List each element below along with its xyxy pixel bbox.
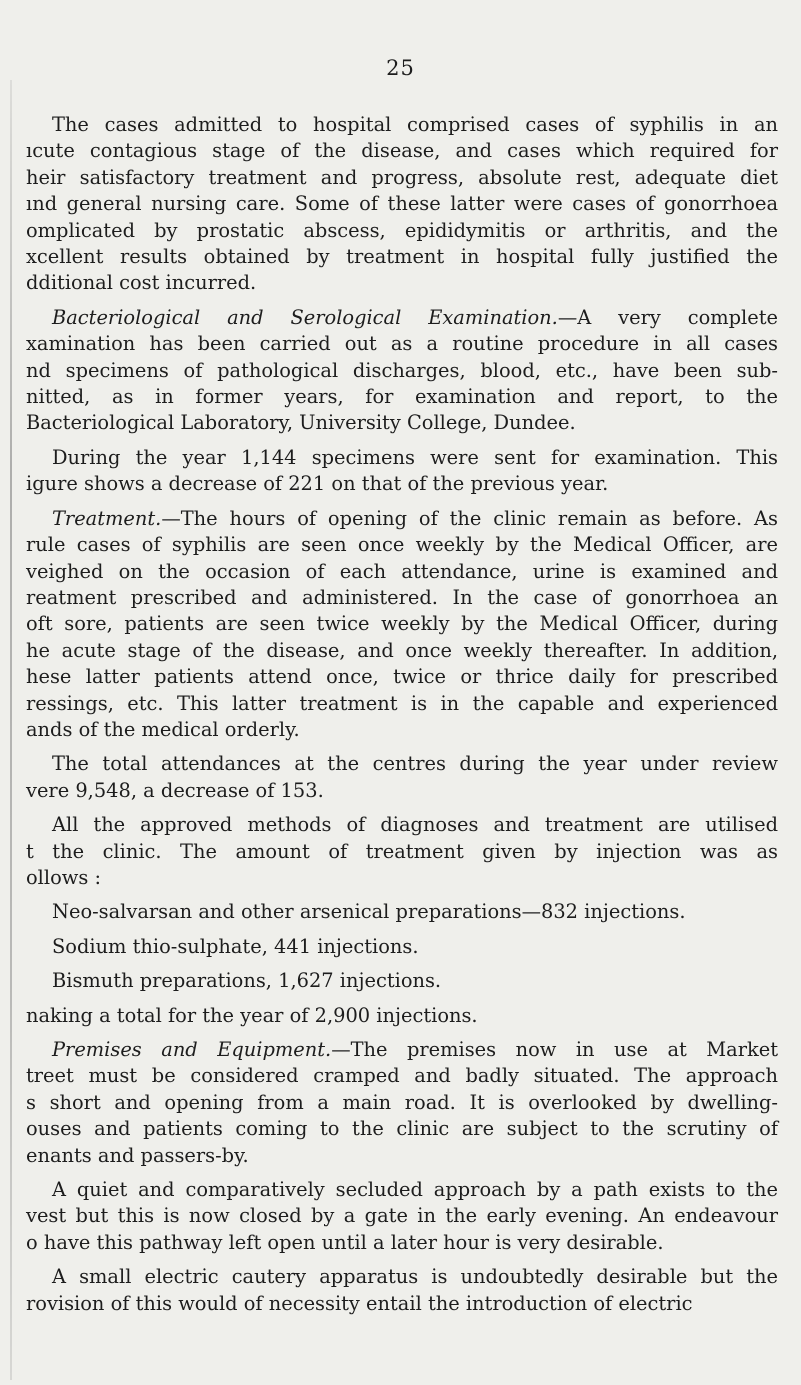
line-text: A quiet and comparatively secluded approach by a path exists to the bbox=[52, 1178, 778, 1202]
text-line bbox=[26, 559, 778, 585]
text-line bbox=[26, 445, 778, 471]
paragraph bbox=[26, 506, 778, 744]
line-text: Neo-salvarsan and other arsenical preparations—832 injections. bbox=[52, 900, 686, 924]
paragraph bbox=[26, 112, 778, 297]
line-text: ınd general nursing care. Some of these latter were cases of gonorrhoea bbox=[26, 192, 778, 216]
text-line bbox=[26, 1230, 778, 1256]
line-text: vere 9,548, a decrease of 153. bbox=[26, 778, 324, 802]
paragraph bbox=[26, 1264, 778, 1317]
section-heading: Treatment. bbox=[52, 506, 162, 530]
line-text: ands of the medical orderly. bbox=[26, 717, 300, 741]
line-text: nitted, as in former years, for examination and report, to the bbox=[26, 385, 778, 409]
text-line bbox=[26, 812, 778, 838]
line-text: oft sore, patients are seen twice weekly by the Medical Officer, during bbox=[26, 612, 778, 636]
text-line bbox=[26, 331, 778, 357]
section-heading: Bacteriological and Serological Examination. bbox=[52, 305, 558, 329]
paragraph bbox=[26, 934, 778, 960]
line-text: Bismuth preparations, 1,627 injections. bbox=[52, 969, 442, 993]
line-text: During the year 1,144 specimens were sent for examination. This bbox=[52, 445, 778, 469]
text-line bbox=[26, 1203, 778, 1229]
line-text: s short and opening from a main road. It is overlooked by dwelling- bbox=[26, 1090, 778, 1114]
line-text: vest but this is now closed by a gate in the early evening. An endeavour bbox=[26, 1204, 778, 1228]
line-text: xcellent results obtained by treatment in hospital fully justified the bbox=[26, 245, 778, 269]
text-line bbox=[26, 968, 778, 994]
paragraph bbox=[26, 899, 778, 925]
text-line bbox=[26, 506, 778, 532]
text-line bbox=[26, 384, 778, 410]
paragraph bbox=[26, 1037, 778, 1169]
line-text: Sodium thio-sulphate, 441 injections. bbox=[52, 934, 419, 958]
line-text: veighed on the occasion of each attendance, urine is examined and bbox=[26, 559, 778, 583]
text-line bbox=[26, 839, 778, 865]
text-line bbox=[26, 638, 778, 664]
text-line bbox=[26, 218, 778, 244]
text-line bbox=[26, 585, 778, 611]
text-line bbox=[26, 358, 778, 384]
text-line bbox=[26, 305, 778, 331]
line-text: naking a total for the year of 2,900 injections. bbox=[26, 1003, 478, 1027]
line-text: igure shows a decrease of 221 on that of the previous year. bbox=[26, 472, 609, 496]
text-line bbox=[26, 934, 778, 960]
text-line bbox=[26, 165, 778, 191]
line-text: The cases admitted to hospital comprised cases of syphilis in an bbox=[52, 113, 778, 136]
line-text: —The hours of opening of the clinic remain as before. As bbox=[161, 506, 778, 530]
line-text: Bacteriological Laboratory, University College, Dundee. bbox=[26, 411, 576, 435]
text-line bbox=[26, 865, 778, 891]
line-text: xamination has been carried out as a routine procedure in all cases bbox=[26, 332, 778, 356]
text-line bbox=[26, 1264, 778, 1290]
line-text: t the clinic. The amount of treatment given by injection was as bbox=[26, 839, 778, 863]
paragraph bbox=[26, 305, 778, 437]
text-line bbox=[26, 778, 778, 804]
page-number: 25 bbox=[386, 56, 415, 80]
text-line bbox=[26, 191, 778, 217]
line-text: The total attendances at the centres during the year under review bbox=[52, 752, 778, 776]
line-text: o have this pathway left open until a later hour is very desirable. bbox=[26, 1230, 664, 1254]
binding-edge-shadow bbox=[10, 80, 12, 1380]
line-text: rule cases of syphilis are seen once weekly by the Medical Officer, are bbox=[26, 533, 778, 557]
paragraph bbox=[26, 751, 778, 804]
text-line bbox=[26, 1177, 778, 1203]
line-text: treet must be considered cramped and badly situated. The approach bbox=[26, 1064, 778, 1088]
text-line bbox=[26, 1063, 778, 1089]
line-text: ouses and patients coming to the clinic are subject to the scrutiny of bbox=[26, 1117, 778, 1141]
text-line bbox=[26, 410, 778, 436]
line-text: omplicated by prostatic abscess, epididymitis or arthritis, and the bbox=[26, 218, 778, 242]
line-text: enants and passers-by. bbox=[26, 1143, 249, 1167]
line-text: reatment prescribed and administered. In the case of gonorrhoea an bbox=[26, 585, 778, 609]
line-text: rovision of this would of necessity entail the introduction of electric bbox=[26, 1291, 693, 1315]
paragraph bbox=[26, 1177, 778, 1256]
report-text-body bbox=[26, 112, 778, 1325]
text-line bbox=[26, 1037, 778, 1063]
paragraph bbox=[26, 445, 778, 498]
text-line bbox=[26, 691, 778, 717]
text-line bbox=[26, 1143, 778, 1169]
text-line bbox=[26, 1003, 778, 1029]
text-line bbox=[26, 471, 778, 497]
text-line bbox=[26, 611, 778, 637]
line-text: A small electric cautery apparatus is undoubtedly desirable but the bbox=[52, 1265, 778, 1289]
paragraph bbox=[26, 968, 778, 994]
paragraph bbox=[26, 1003, 778, 1029]
line-text: dditional cost incurred. bbox=[26, 271, 257, 295]
paragraph bbox=[26, 812, 778, 891]
line-text: nd specimens of pathological discharges, blood, etc., have been sub- bbox=[26, 358, 778, 382]
line-text: —The premises now in use at Market bbox=[331, 1038, 778, 1061]
text-line bbox=[26, 1116, 778, 1142]
line-text: he acute stage of the disease, and once weekly thereafter. In addition, bbox=[26, 638, 778, 662]
line-text: ollows : bbox=[26, 865, 101, 889]
text-line bbox=[26, 1291, 778, 1317]
text-line bbox=[26, 532, 778, 558]
line-text: All the approved methods of diagnoses and treatment are utilised bbox=[52, 813, 778, 837]
text-line bbox=[26, 899, 778, 925]
text-line bbox=[26, 751, 778, 777]
line-text: hese latter patients attend once, twice or thrice daily for prescribed bbox=[26, 665, 778, 689]
line-text: ressings, etc. This latter treatment is in the capable and experienced bbox=[26, 691, 778, 715]
text-line bbox=[26, 270, 778, 296]
line-text: —A very complete bbox=[557, 305, 779, 329]
text-line bbox=[26, 1090, 778, 1116]
text-line bbox=[26, 244, 778, 270]
line-text: ıcute contagious stage of the disease, and cases which required for bbox=[26, 139, 778, 163]
text-line bbox=[26, 717, 778, 743]
text-line bbox=[26, 112, 778, 138]
text-line bbox=[26, 138, 778, 164]
line-text: heir satisfactory treatment and progress, absolute rest, adequate diet bbox=[26, 165, 778, 189]
text-line bbox=[26, 664, 778, 690]
section-heading: Premises and Equipment. bbox=[52, 1038, 332, 1061]
